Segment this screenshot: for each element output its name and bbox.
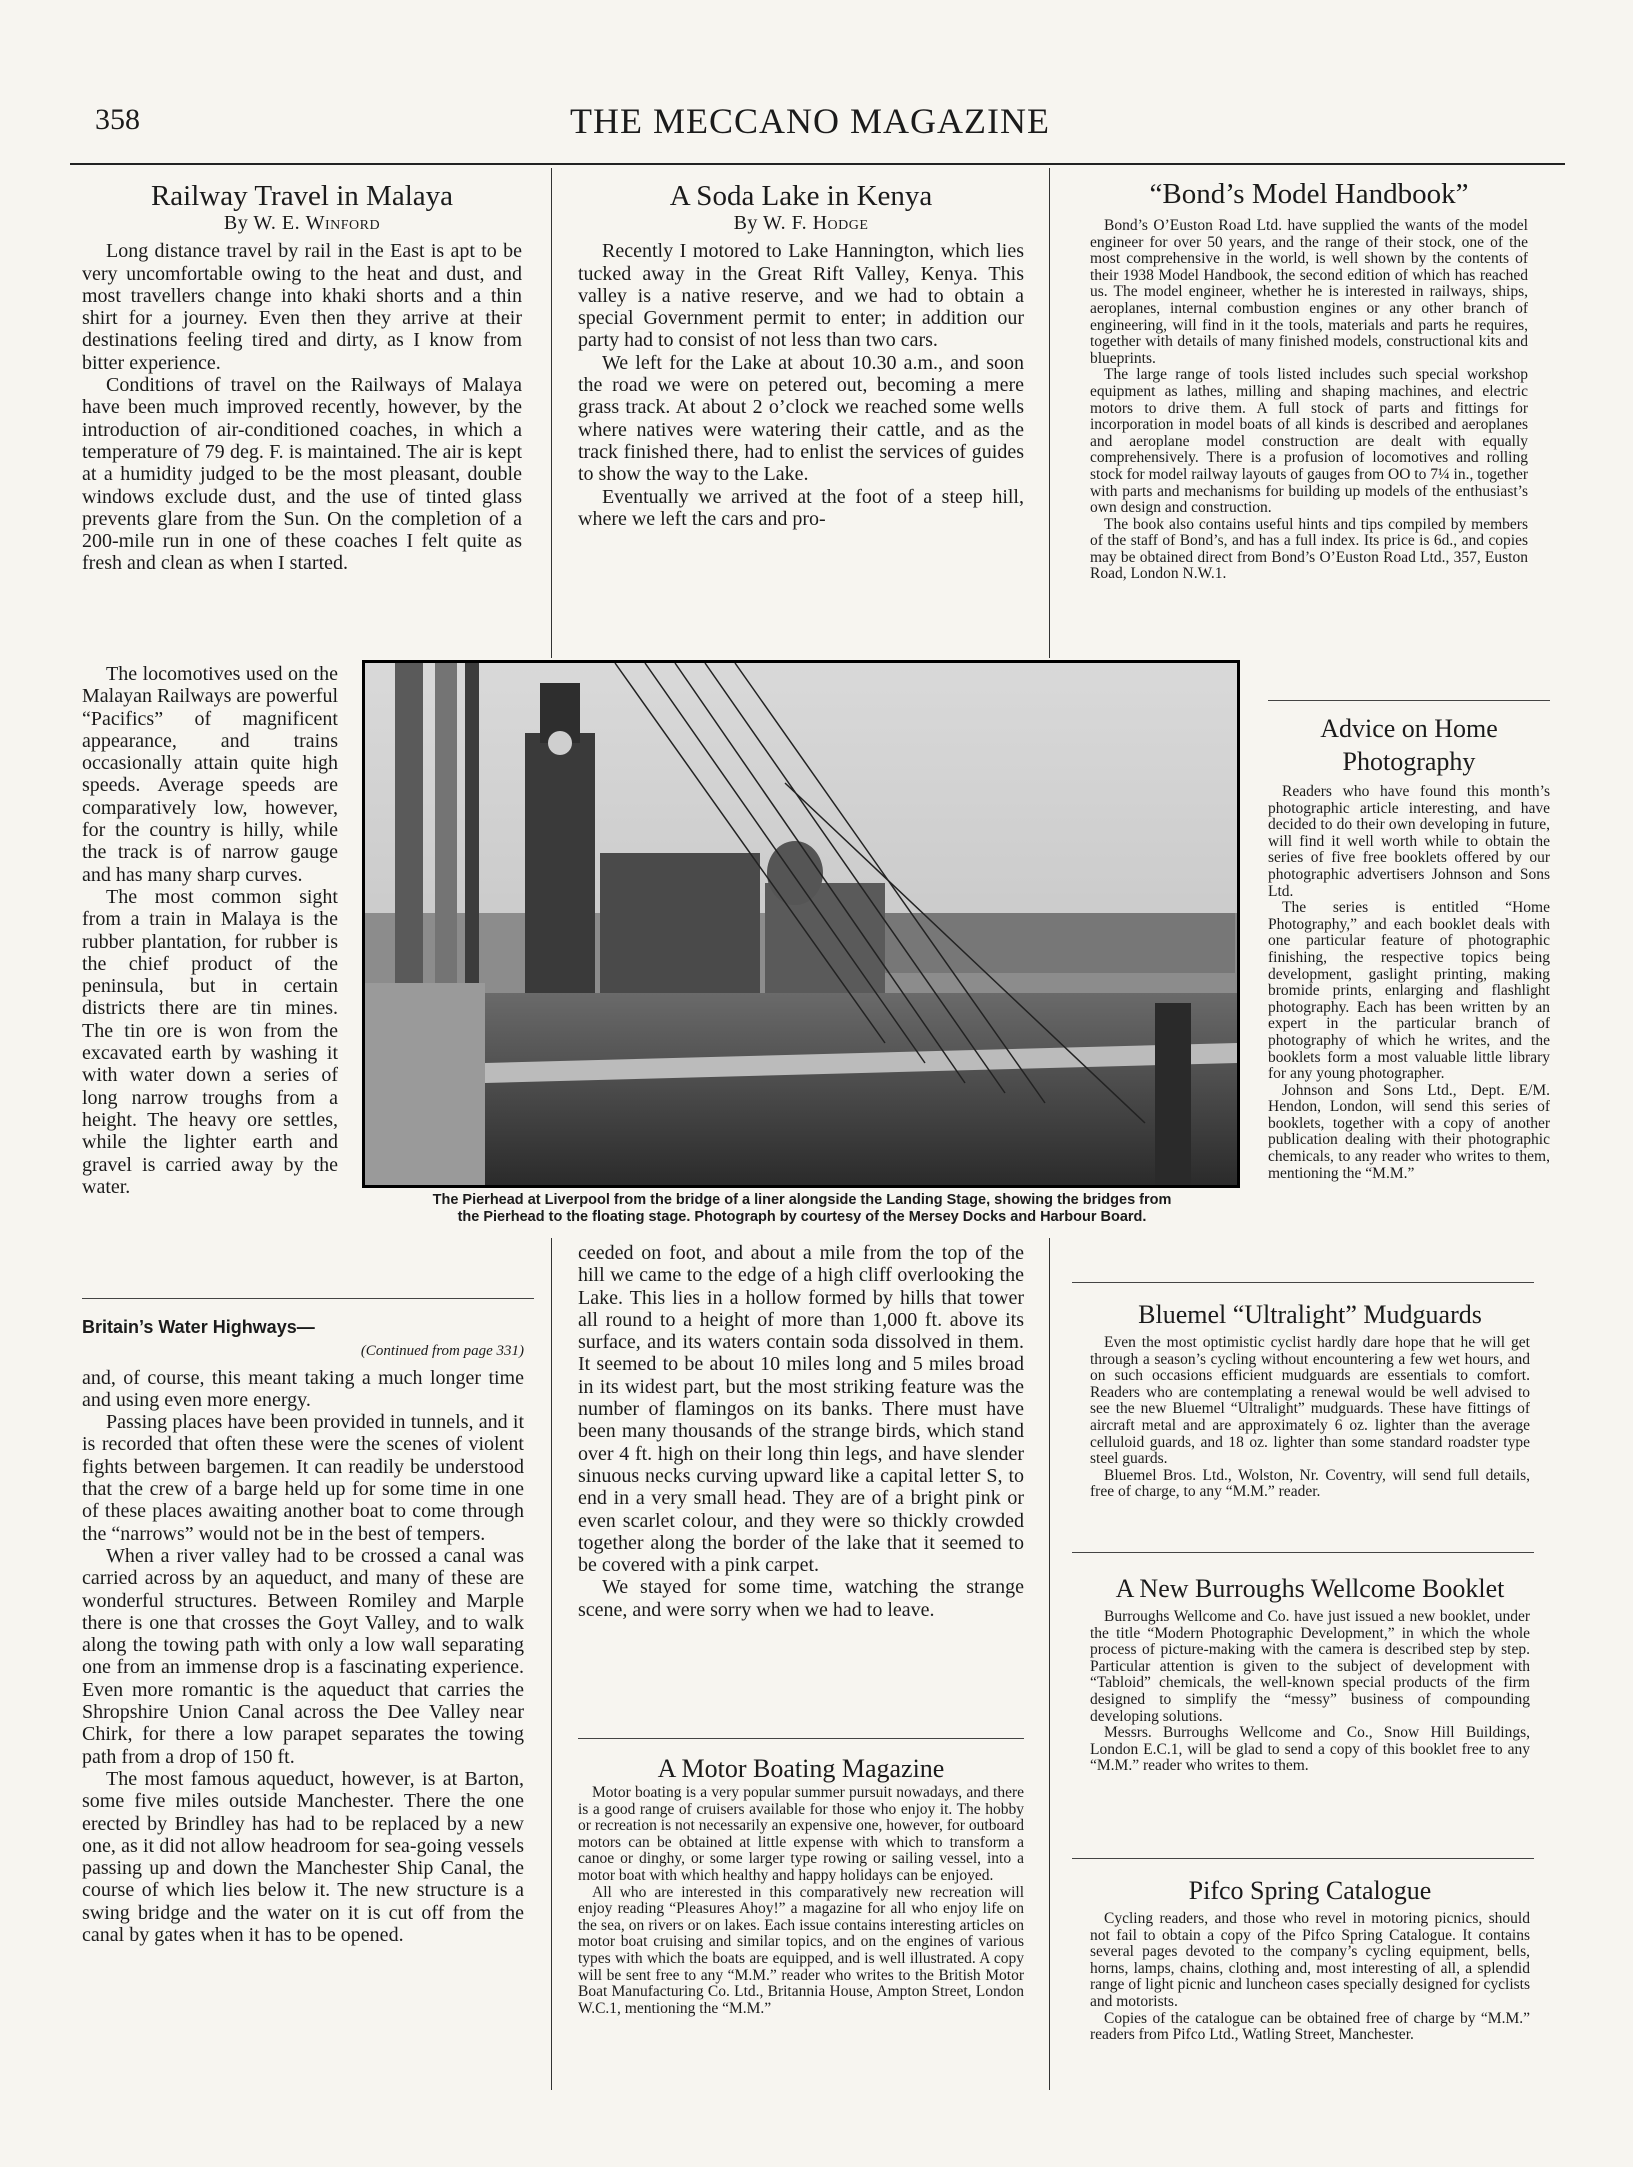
motor-boating-article (578, 1752, 1024, 2090)
paragraph: Recently I motored to Lake Hannington, which lies tucked away in the Great Rift Valley, Kenya. This valley is a native reserve, and we had to obtain a special Government permit to enter; in addition our party had to consist of not less than two cars. (578, 240, 1024, 352)
paragraph: Readers who have found this month’s photographic article interesting, and have decided to do their own developing in future, will find it well worth while to obtain the series of five free booklets offered by our photographic advertisers Johnson and Sons Ltd. (1268, 783, 1550, 900)
bluemel-article (1090, 1298, 1530, 1568)
paragraph: The large range of tools listed includes such special workshop equipment as lathes, milling and shaping machines, and electric motors to drive them. A full stock of parts and fittings for incorporation in model boats of all kinds is described and aeroplanes and aeroplane model construction are dealt with equally comprehensively. There is a profusion of locomotives and rolling stock for model railway layouts of gauges from OO to 7¼ in., together with parts and mechanisms for building up models of the enthusiast’s own design and construction. (1090, 366, 1528, 517)
byline-prefix: By W. E. (223, 212, 301, 234)
bonds-handbook-article (1090, 178, 1528, 660)
paragraph: Eventually we arrived at the foot of a steep hill, where we left the cars and pro- (578, 485, 1024, 530)
section-rule (1268, 700, 1550, 701)
paragraph: The most famous aqueduct, however, is at Barton, some five miles outside Manchester. There the one erected by Brindley has had to be replaced by a new one, as it did not allow headroom for sea-going vessels passing up and down the Manchester Ship Canal, the course of which lies below it. The new structure is a swing bridge and the water on it is cut off from the canal by gates when it has to be opened. (82, 1767, 524, 1947)
pifco-article (1090, 1874, 1530, 2088)
article-title: A New Burroughs Wellcome Booklet (1115, 1574, 1505, 1603)
article-title: Advice on Home Photography (1320, 714, 1498, 776)
column-divider (551, 168, 552, 658)
section-title: Britain’s Water Highways— (82, 1317, 315, 1337)
section-rule (1072, 1282, 1534, 1283)
pierhead-photograph (362, 660, 1240, 1188)
paragraph: We stayed for some time, watching the strange scene, and were sorry when we had to leave. (578, 1576, 1024, 1621)
railway-continued (82, 663, 338, 1247)
paragraph: Long distance travel by rail in the East is apt to be very uncomfortable owing to the heat and dust, and most travellers change into khaki shorts and a thin shirt for a journey. Even then they arrive at their destinations feeling tired and dirty, as I know from bitter experience. (82, 240, 522, 374)
paragraph: The book also contains useful hints and tips compiled by members of the staff of Bond’s, and has a full index. Its price is 6d., and copies may be obtained direct from Bond’s O’Euston Road Ltd., 357, Euston Road, London N.W.1. (1090, 515, 1528, 583)
photo-caption (362, 1192, 1242, 1226)
column-divider (551, 1238, 552, 2090)
byline-prefix: By W. F. (733, 212, 808, 234)
paragraph: Cycling readers, and those who revel in motoring picnics, should not fail to obtain a copy of the Pifco Spring Catalogue. It contains several pages devoted to the company’s cycling equipment, bells, horns, lamps, chains, clothing and, most interesting of all, a splendid range of light picnic and luncheon cases specially designed for cyclists and motorists. (1090, 1910, 1530, 2010)
article-title: A Soda Lake in Kenya (669, 180, 933, 212)
paragraph: Messrs. Burroughs Wellcome and Co., Snow Hill Buildings, London E.C.1, will be glad to send a copy of this booklet free to any “M.M.” reader who writes to them. (1090, 1724, 1530, 1775)
article-title: Bluemel “Ultralight” Mudguards (1138, 1300, 1482, 1329)
paragraph: and, of course, this meant taking a much longer time and using even more energy. (82, 1366, 524, 1411)
paragraph: Motor boating is a very popular summer pursuit nowadays, and there is a good range of cruisers available for those who enjoy it. The hobby or recreation is not necessarily an expensive one, however, for outboard motors can be obtained at little expense with which to transform a canoe or dinghy, or some larger type rowing or sailing vessel, into a motor boat with which healthy and happy holidays can be enjoyed. (578, 1784, 1024, 1884)
continued-note: (Continued from page 331) (360, 1343, 524, 1360)
paragraph: Johnson and Sons Ltd., Dept. E/M. Hendon, London, will send this series of booklets, together with a copy of another publication dealing with their photographic chemicals, to any reader who writes to them, mentioning the “M.M.” (1268, 1081, 1550, 1182)
paragraph: Conditions of travel on the Railways of Malaya have been much improved recently, however, by the introduction of air-conditioned coaches, in which a temperature of 79 deg. F. is maintained. The air is kept at a humidity judged to be the most pleasant, double windows exclude dust, and the use of tinted glass prevents glare from the Sun. On the completion of a 200-mile run in one of these coaches I felt quite as fresh and clean as when I started. (82, 374, 522, 575)
paragraph: Bluemel Bros. Ltd., Wolston, Nr. Coventry, will send full details, free of charge, to any “M.M.” reader. (1090, 1466, 1530, 1501)
paragraph: The locomotives used on the Malayan Railways are powerful “Pacifics” of magnificent appearance, and trains occasionally attain quite high speeds. Average speeds are comparatively low, however, for the country is hilly, while the track is of narrow gauge and has many sharp curves. (82, 663, 338, 886)
paragraph: We left for the Lake at about 10.30 a.m., and soon the road we were on petered out, becoming a mere grass track. At about 2 o’clock we reached some wells where natives were watering their cattle, and as the track finished there, had to enlist the services of guides to show the way to the Lake. (578, 351, 1024, 486)
section-rule (1072, 1552, 1534, 1553)
water-highways-article (82, 1316, 524, 2086)
article-title: Railway Travel in Malaya (150, 180, 454, 212)
railway-article (82, 180, 522, 660)
caption-line: the Pierhead to the floating stage. Photograph by courtesy of the Mersey Docks and Harbour Board. (457, 1209, 1147, 1225)
magazine-title: THE MECCANO MAGAZINE (570, 101, 1050, 141)
paragraph: Passing places have been provided in tunnels, and it is recorded that often these were the scenes of violent fights between bargemen. It can readily be understood that the crew of a barge held up for some time in one of these places awaiting another boat to come through the “narrows” would not be in the best of tempers. (82, 1411, 524, 1545)
paragraph: All who are interested in this comparatively new recreation will enjoy reading “Pleasures Ahoy!” a magazine for all who enjoy life on the sea, on rivers or on lakes. Each issue contains interesting articles on motor boat cruising and similar topics, and on the engines of various types with which the boats are equipped, and is well illustrated. A copy will be sent free to any “M.M.” reader who writes to the British Motor Boat Manufacturing Co. Ltd., Britannia House, Ampton Street, London W.C.1, mentioning the “M.M.” (578, 1883, 1024, 2017)
column-divider (1049, 168, 1050, 658)
caption-line: The Pierhead at Liverpool from the bridge of a liner alongside the Landing Stage, showing the bridges from (432, 1192, 1172, 1208)
article-byline (82, 212, 522, 234)
section-rule (82, 1298, 534, 1299)
section-rule (578, 1738, 1024, 1739)
article-title: “Bond’s Model Handbook” (1149, 178, 1469, 210)
paragraph: The most common sight from a train in Malaya is the rubber plantation, for rubber is the chief product of the peninsula, but in certain districts there are tin mines. The tin ore is won from the excavated earth by washing it with water down a series of long narrow troughs from a height. The heavy ore settles, while the lighter earth and gravel is carried away by the water. (82, 885, 338, 1198)
section-rule (1072, 1858, 1534, 1859)
burroughs-article (1090, 1572, 1530, 1862)
home-photography-article (1268, 712, 1550, 1204)
byline-author: Winford (305, 212, 381, 234)
article-title: Pifco Spring Catalogue (1188, 1876, 1432, 1905)
paragraph: When a river valley had to be crossed a canal was carried across by an aqueduct, and many of these are wonderful structures. Between Romiley and Marple there is one that crosses the Goyt Valley, and to walk along the towing path with only a low wall separating one from an immense drop is a fascinating experience. Even more romantic is the aqueduct that carries the Shropshire Union Canal across the Dee Valley near Chirk, for there a low parapet separates the towing path from a drop of 150 ft. (82, 1544, 524, 1768)
photo-illustration (365, 663, 1237, 1185)
article-byline (578, 212, 1024, 234)
soda-lake-continued (578, 1242, 1024, 1734)
paragraph: Even the most optimistic cyclist hardly dare hope that he will get through a season’s cycling without encountering a few wet hours, and on such occasions efficient mudguards are essentials to comfort. Readers who are contemplating a renewal would be well advised to see the new Bluemel “Ultralight” mudguards. These have fittings of aircraft metal and are approximately 6 oz. lighter than the average celluloid guards, and 18 oz. lighter than some standard roadster type steel guards. (1090, 1334, 1530, 1468)
soda-lake-article (578, 180, 1024, 658)
column-divider (1049, 1238, 1050, 2090)
page-number: 358 (95, 103, 140, 136)
byline-author: Hodge (812, 212, 869, 234)
paragraph: Bond’s O’Euston Road Ltd. have supplied the wants of the model engineer for over 50 years, and the range of their stock, one of the most comprehensive in the world, is well shown by the contents of their 1938 Model Handbook, the second edition of which has reached us. The model engineer, whether he is interested in railways, ships, aeroplanes, internal combustion engines or any other branch of engineering, will find in it the tools, materials and parts he requires, together with details of many finished models, constructional kits and blueprints. (1090, 217, 1528, 367)
paragraph: The series is entitled “Home Photography,” and each booklet deals with one particular feature of photographic finishing, the respective topics being development, gaslight printing, making bromide prints, enlarging and flashlight photography. Each has been written by an expert in the particular branch of photography of which he writes, and the booklets form a most valuable little library for any young photographer. (1268, 899, 1550, 1083)
paragraph: Burroughs Wellcome and Co. have just issued a new booklet, under the title “Modern Photographic Development,” in which the whole process of picture-making with the camera is described step by step. Particular attention is given to the subject of development with “Tabloid” chemicals, the well-known special products of the firm designed to simplify the “messy” business of compounding developing solutions. (1090, 1608, 1530, 1725)
header-rule (70, 163, 1565, 165)
paragraph: Copies of the catalogue can be obtained free of charge by “M.M.” readers from Pifco Ltd., Watling Street, Manchester. (1090, 2009, 1530, 2044)
article-title: A Motor Boating Magazine (657, 1754, 945, 1783)
paragraph: ceeded on foot, and about a mile from the top of the hill we came to the edge of a high cliff overlooking the Lake. This lies in a hollow formed by hills that tower all round to a height of more than 1,000 ft. above its surface, and its waters contain soda dissolved in them. It seemed to be about 10 miles long and 5 miles broad in its widest part, but the most striking feature was the number of flamingos on its banks. There must have been many thousands of the strange birds, which stand over 4 ft. high on their long thin legs, and have slender sinuous necks curving upward like a capital letter S, to end in a very small head. They are of a bright pink or even scarlet colour, and they were so thickly crowded together along the border of the lake that it seemed to be covered with a pink carpet. (578, 1242, 1024, 1577)
